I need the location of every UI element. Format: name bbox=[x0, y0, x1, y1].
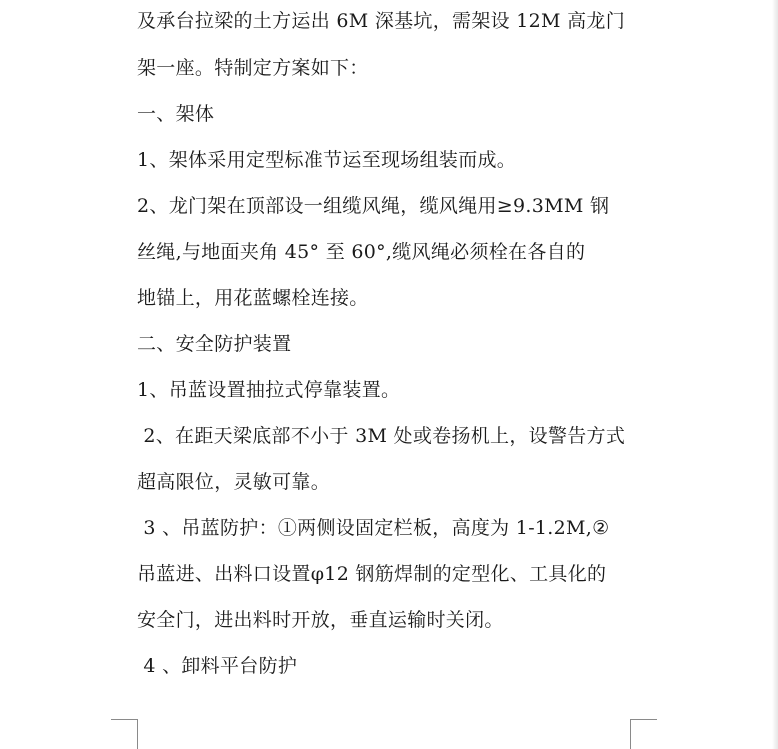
text-line-10: 2、在距天梁底部不小于 3M 处或卷扬机上，设警告方式 bbox=[137, 425, 626, 447]
text-line-9: 1、吊蓝设置抽拉式停靠装置。 bbox=[137, 379, 401, 401]
page-corner-mark-right bbox=[630, 719, 657, 749]
text-line-6: 丝绳,与地面夹角 45° 至 60°,缆风绳必须栓在各自的 bbox=[137, 241, 586, 263]
text-line-5: 2、龙门架在顶部设一组缆风绳，缆风绳用≥9.3MM 钢 bbox=[137, 195, 610, 217]
text-line-4: 1、架体采用定型标准节运至现场组装而成。 bbox=[137, 149, 517, 171]
text-line-11: 超高限位，灵敏可靠。 bbox=[137, 471, 331, 493]
text-line-15: 4 、卸料平台防护 bbox=[137, 655, 298, 677]
text-line-13: 吊蓝进、出料口设置φ12 钢筋焊制的定型化、工具化的 bbox=[137, 563, 607, 585]
text-line-14: 安全门，进出料时开放，垂直运输时关闭。 bbox=[137, 609, 504, 631]
page-corner-mark-left bbox=[111, 719, 138, 749]
text-line-2: 架一座。特制定方案如下： bbox=[137, 57, 369, 79]
section-heading-safety: 二、安全防护装置 bbox=[137, 333, 292, 355]
text-line-1: 及承台拉梁的土方运出 6M 深基坑，需架设 12M 高龙门 bbox=[137, 10, 626, 32]
text-line-12: 3 、吊蓝防护：①两侧设固定栏板，高度为 1-1.2M,② bbox=[137, 517, 610, 539]
section-heading-frame: 一、架体 bbox=[137, 103, 215, 125]
text-line-7: 地锚上，用花蓝螺栓连接。 bbox=[137, 287, 369, 309]
